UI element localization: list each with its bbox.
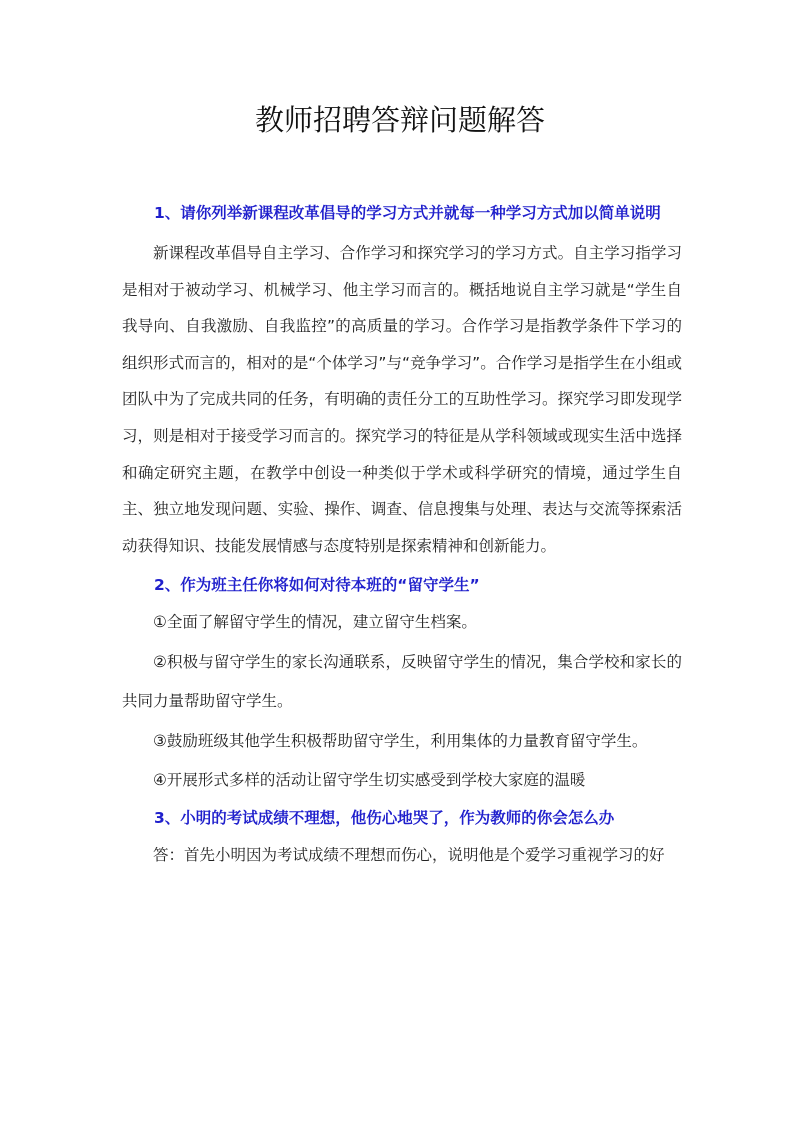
question-heading-1: 1、请你列举新课程改革倡导的学习方式并就每一种学习方式加以简单说明: [154, 204, 661, 222]
list-item-4: ④开展形式多样的活动让留守学生切实感受到学校大家庭的温暖: [153, 771, 586, 790]
question-heading-2: 2、作为班主任你将如何对待本班的“留守学生”: [154, 576, 480, 595]
section-3: [122, 801, 682, 876]
list-item-1: ①全面了解留守学生的情况，建立留守生档案。: [153, 613, 477, 632]
document-body: [122, 196, 682, 875]
answer-paragraph-3: 答：首先小明因为考试成绩不理想而伤心，说明他是个爱学习重视学习的好: [153, 845, 665, 864]
question-heading-3: 3、小明的考试成绩不理想，他伤心地哭了，作为教师的你会怎么办: [154, 808, 615, 827]
document-title: 教师招聘答辩问题解答: [254, 103, 545, 137]
list-item-3: ③鼓励班级其他学生积极帮助留守学生，利用集体的力量教育留守学生。: [153, 731, 648, 750]
section-2: [122, 568, 682, 801]
list-item-2: ②积极与留守学生的家长沟通联系，反映留守学生的情况，集合学校和家长的共同力量帮助留守学生。: [122, 652, 682, 711]
answer-paragraph-1: 新课程改革倡导自主学习、合作学习和探究学习的学习方式。自主学习指学习是相对于被动学习、机械学习、他主学习而言的。概括地说自主学习就是“学生自我导向、自我激励、自我监控”的高质量的学习。合作学习是指教学条件下学习的组织形式而言的，相对的是“个体学习”与“竞争学习”。合作学习是指学生在小组或团队中为了完成共同的任务，有明确的责任分工的互助性学习。探究学习即发现学习，则是相对于接受学习而言的。探究学习的特征是从学科领域或现实生活中选择和确定研究主题，在教学中创设一种类似于学术或科学研究的情境，通过学生自主、独立地发现问题、实验、操作、调查、信息搜集与处理、表达与交流等探索活动获得知识、技能发展情感与态度特别是探索精神和创新能力。: [122, 244, 682, 555]
section-1: [122, 196, 682, 564]
